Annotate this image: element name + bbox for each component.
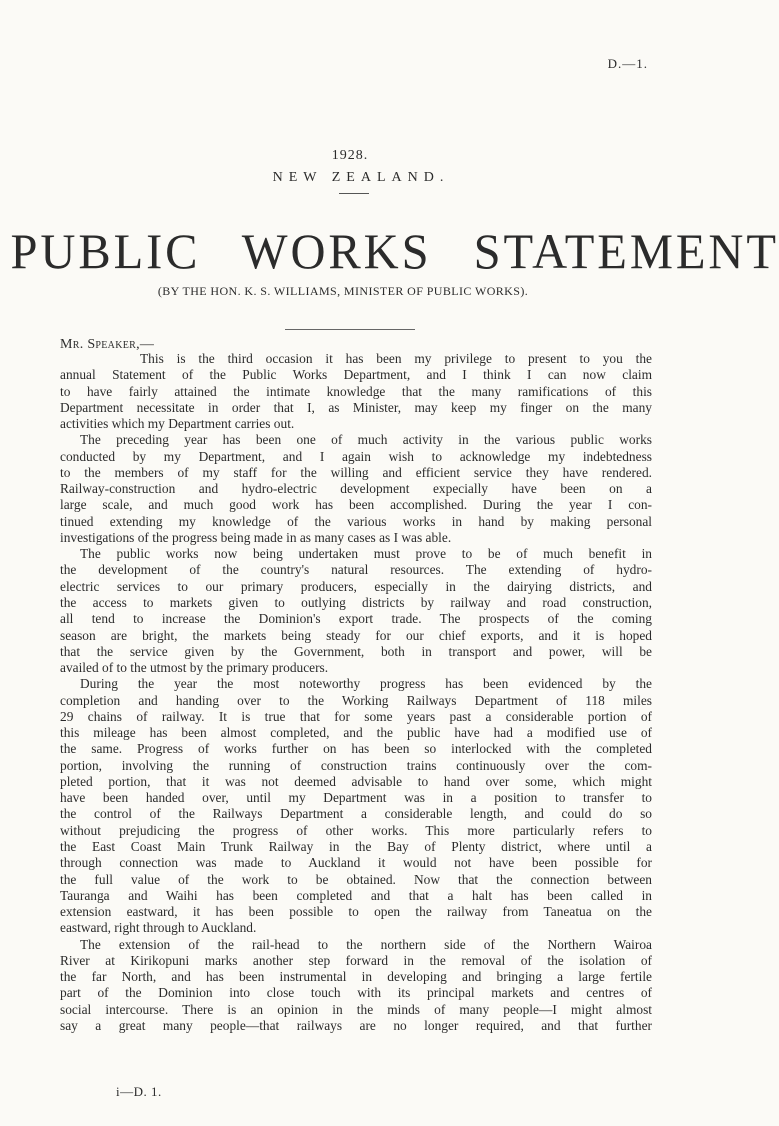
body-line: the full value of the work to be obtained. Now that the connection between bbox=[60, 871, 652, 887]
body-line: The public works now being undertaken must prove to be of much benefit in bbox=[80, 546, 652, 562]
body-line: to the members of my staff for the willing and efficient service they have rendered. bbox=[60, 464, 652, 480]
body-line: the far North, and has been instrumental in developing and bringing a large fertile bbox=[60, 969, 652, 985]
body-line: pleted portion, that it was not deemed advisable to hand over some, which might bbox=[60, 773, 652, 789]
page-reference: D.—1. bbox=[607, 56, 648, 71]
body-line: the control of the Railways Department a considerable length, and could do so bbox=[60, 806, 652, 822]
body-line: This is the third occasion it has been my privilege to present to you the bbox=[140, 351, 652, 366]
body-line: the development of the country's natural resources. The extending of hydro- bbox=[60, 562, 652, 578]
salutation: Mr. Speaker,— bbox=[60, 337, 155, 352]
body-line: activities which my Department carries out. bbox=[60, 416, 295, 432]
body-line: The preceding year has been one of much activity in the various public works bbox=[80, 432, 652, 448]
body-line: electric services to our primary producers, especially in the dairying districts, and bbox=[60, 578, 652, 594]
body-line: to have fairly attained the intimate knowledge that the many ramifications of this bbox=[60, 383, 652, 399]
country-heading: NEW ZEALAND. bbox=[272, 170, 450, 185]
document-subtitle: (BY THE HON. K. S. WILLIAMS, MINISTER OF PUBLIC WORKS). bbox=[157, 284, 529, 298]
document-title: PUBLIC WORKS STATEMENT bbox=[10, 223, 779, 279]
body-line: social intercourse. There is an opinion in the minds of many people—I might almost bbox=[60, 1001, 652, 1017]
body-line: availed of to the utmost by the primary producers. bbox=[60, 660, 329, 676]
body-line: without prejudicing the progress of other works. This more particularly refers to bbox=[60, 822, 652, 838]
body-line: all tend to increase the Dominion's export trade. The prospects of the coming bbox=[60, 611, 652, 627]
body-line: the same. Progress of works further on has been so interlocked with the completed bbox=[60, 741, 652, 757]
body-line: Tauranga and Waihi has been completed and that a halt has been called in bbox=[60, 887, 652, 903]
body-line: have been handed over, until my Department was in a position to transfer to bbox=[60, 790, 652, 806]
body-line: investigations of the progress being made in as many cases as I was able. bbox=[60, 529, 452, 545]
body-line: extension eastward, it has been possible to open the railway from Taneatua on the bbox=[60, 904, 652, 920]
body-line: 29 chains of railway. It is true that for some years past a considerable portion of bbox=[60, 708, 652, 724]
body-line: eastward, right through to Auckland. bbox=[60, 920, 257, 936]
body-line: part of the Dominion into close touch with its principal markets and centres of bbox=[60, 985, 652, 1001]
body-line: conducted by my Department, and I again wish to acknowledge my indebtedness bbox=[60, 448, 652, 464]
short-rule bbox=[339, 193, 369, 194]
body-line: this mileage has been almost completed, and the public have had a modified use of bbox=[60, 725, 652, 741]
body-line: The extension of the rail-head to the northern side of the Northern Wairoa bbox=[80, 936, 652, 952]
body-line: season are bright, the markets being steady for our chief exports, and it is hoped bbox=[60, 627, 652, 643]
body-line: the East Coast Main Trunk Railway in the Bay of Plenty district, where until a bbox=[60, 838, 652, 854]
body-line: annual Statement of the Public Works Department, and I think I can now claim bbox=[60, 367, 652, 383]
body-line: say a great many people—that railways are no longer required, and that further bbox=[60, 1017, 652, 1033]
body-text bbox=[60, 351, 652, 1034]
body-line: the access to markets given to outlying districts by railway and road construction, bbox=[60, 594, 652, 610]
body-line: through connection was made to Auckland it would not have been possible for bbox=[60, 855, 652, 871]
divider-rule bbox=[285, 329, 415, 330]
body-line: portion, involving the running of construction trains continuously over the com- bbox=[60, 757, 652, 773]
footer-signature-mark: i—D. 1. bbox=[116, 1084, 162, 1099]
body-line: completion and handing over to the Working Railways Department of 118 miles bbox=[60, 692, 652, 708]
year-heading: 1928. bbox=[331, 148, 369, 163]
body-line: During the year the most noteworthy progress has been evidenced by the bbox=[80, 676, 652, 692]
body-line: River at Kirikopuni marks another step forward in the removal of the isolation of bbox=[60, 952, 652, 968]
body-line: large scale, and much good work has been accomplished. During the year I con- bbox=[60, 497, 652, 513]
body-line: Railway-construction and hydro-electric development expecially have been on a bbox=[60, 481, 652, 497]
body-line: that the service given by the Government, both in transport and power, will be bbox=[60, 643, 652, 659]
body-line: tinued extending my knowledge of the various works in hand by making personal bbox=[60, 513, 652, 529]
body-line: Department necessitate in order that I, as Minister, may keep my finger on the many bbox=[60, 399, 652, 415]
